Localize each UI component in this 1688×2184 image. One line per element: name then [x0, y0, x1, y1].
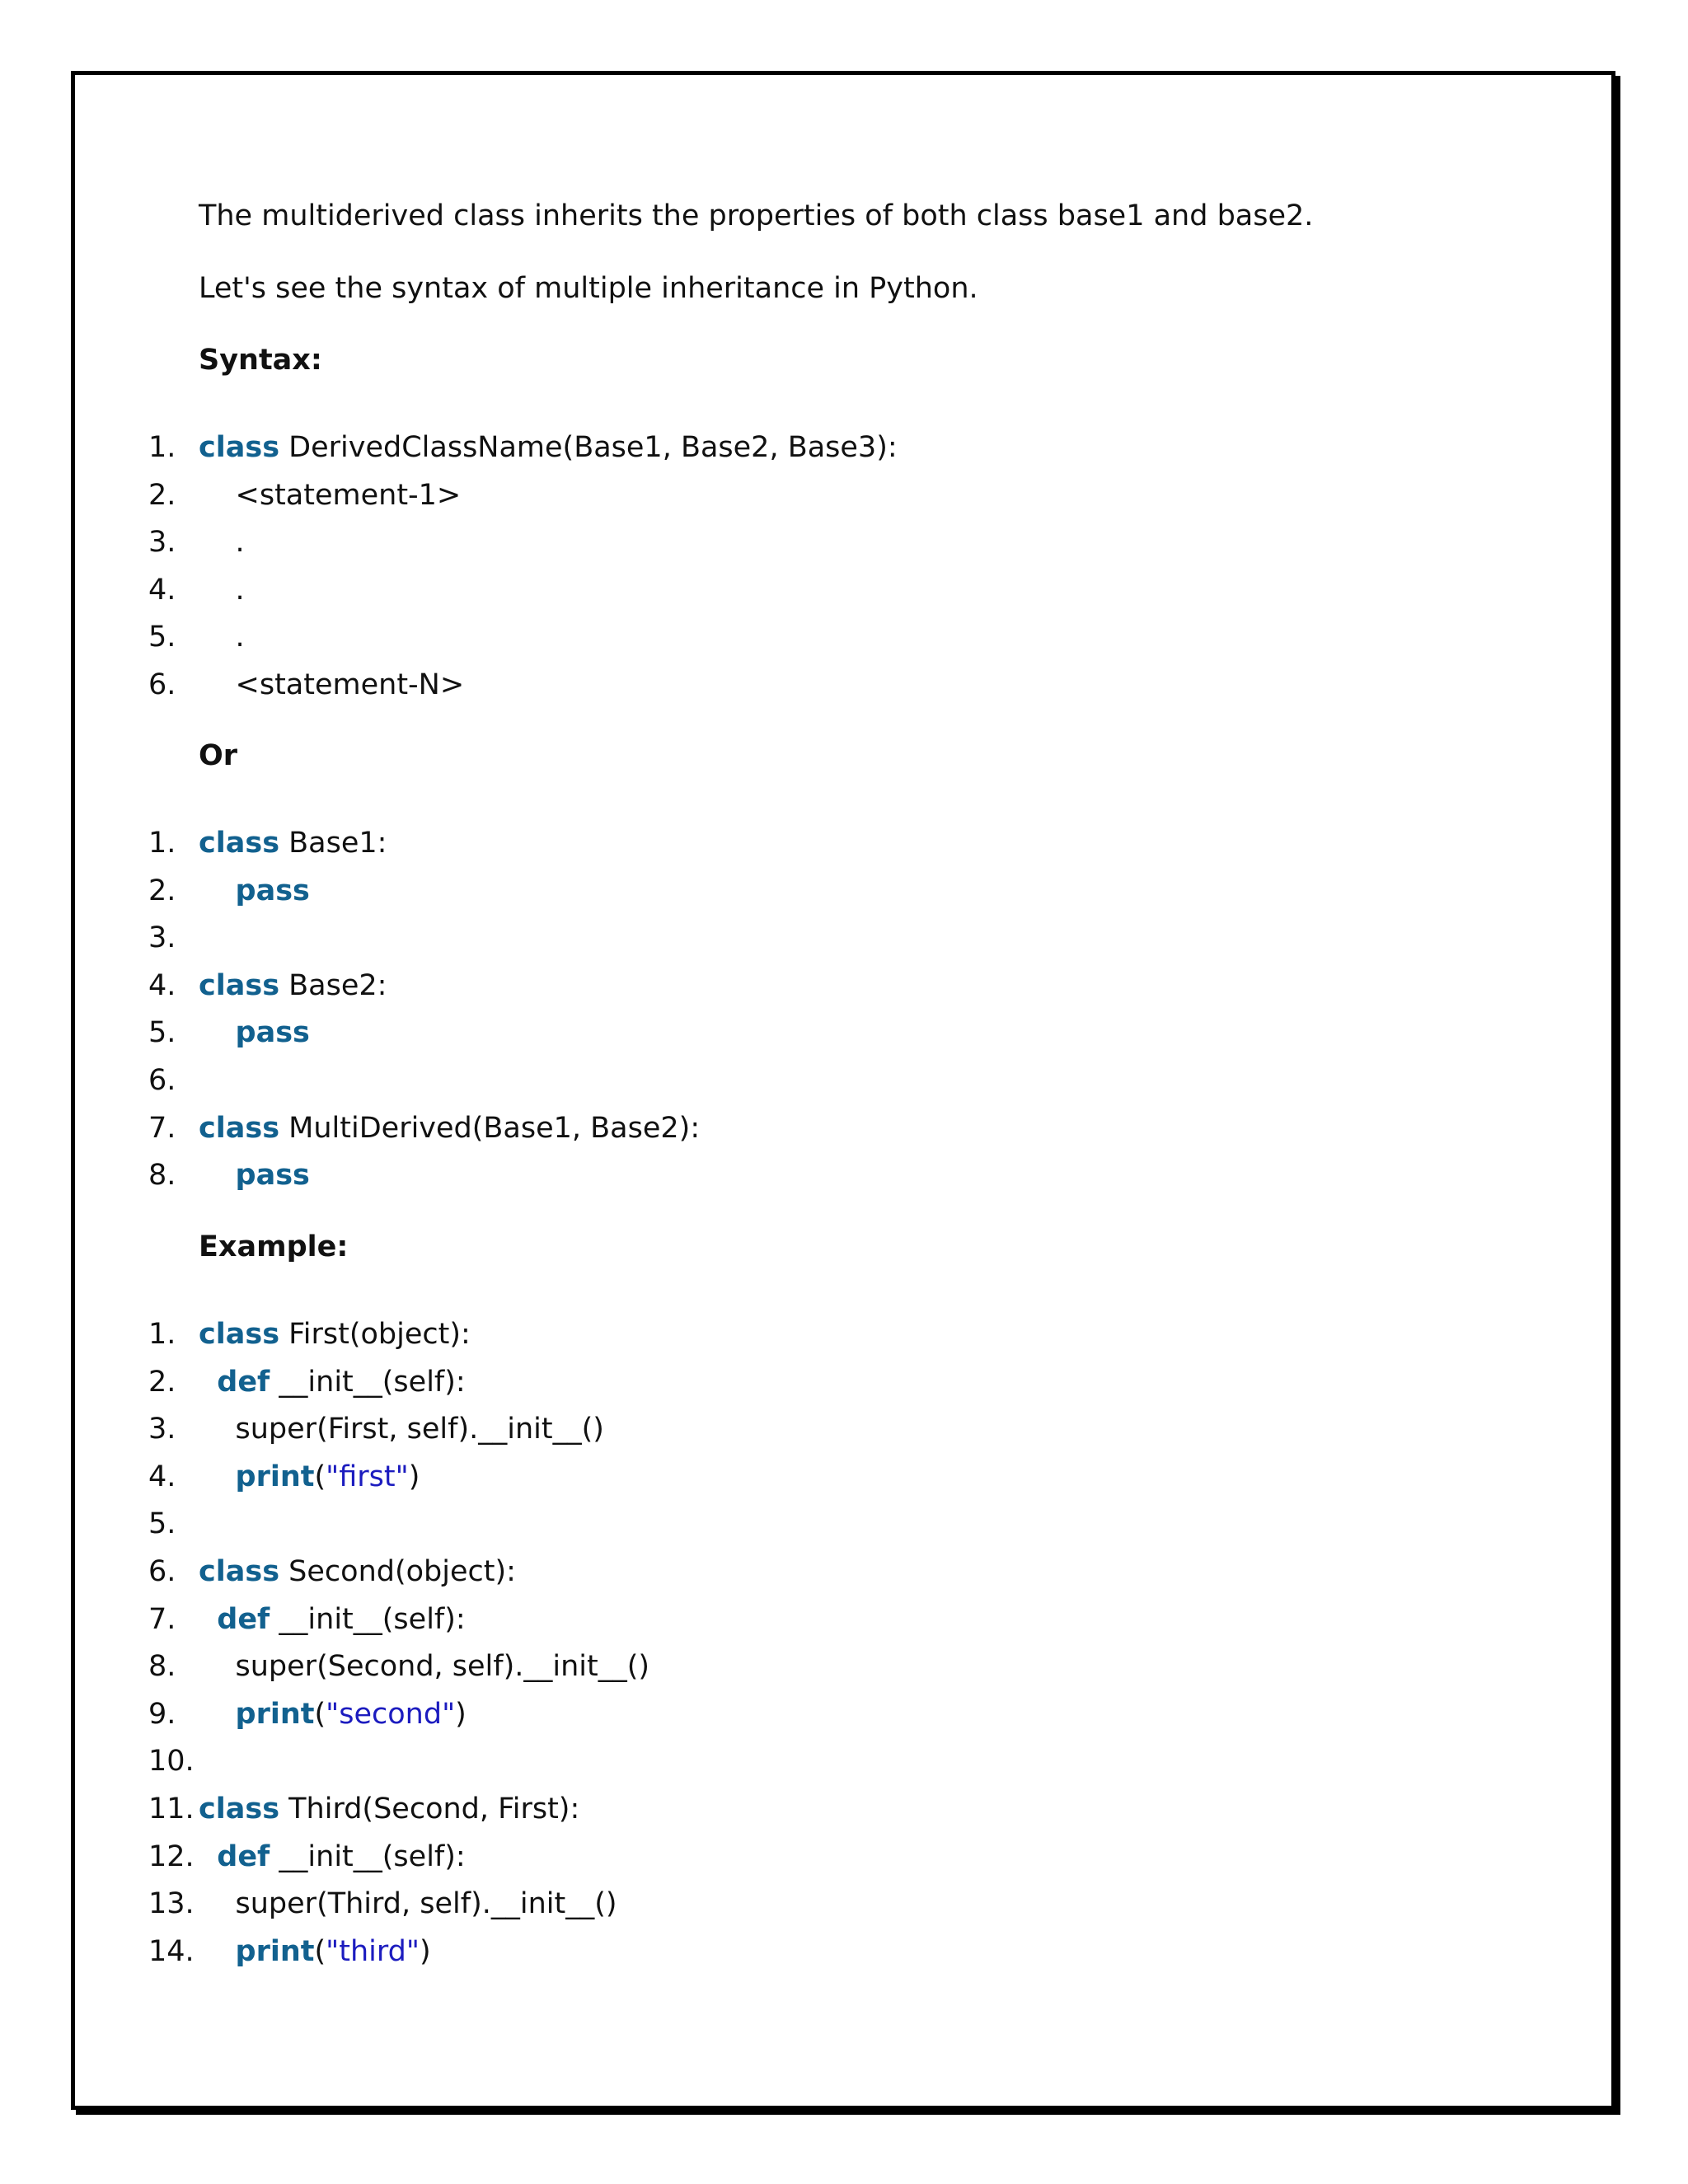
code-line	[0, 1928, 1688, 1975]
code-line	[0, 1500, 1688, 1548]
line-number: 5.	[148, 1507, 176, 1541]
line-number: 7.	[148, 1602, 176, 1636]
code-line	[0, 1548, 1688, 1596]
line-number: 14.	[148, 1934, 195, 1968]
string-literal: "first"	[326, 1460, 409, 1493]
code-text: class First(object):	[199, 1318, 471, 1351]
code-text: print("first")	[235, 1460, 420, 1493]
line-number: 11.	[148, 1793, 195, 1825]
or-heading: Or	[199, 739, 238, 772]
code-line	[0, 1057, 1688, 1104]
keyword: pass	[235, 1016, 310, 1050]
keyword: pass	[235, 1159, 310, 1193]
keyword: def	[217, 1365, 270, 1399]
keyword: class	[199, 1318, 280, 1351]
code-line	[0, 566, 1688, 614]
line-number: 9.	[148, 1697, 176, 1731]
line-number: 6.	[148, 668, 176, 701]
code-line	[0, 1643, 1688, 1690]
keyword: class	[199, 827, 280, 860]
code-line	[0, 1310, 1688, 1358]
line-number: 2.	[148, 478, 176, 512]
keyword: class	[199, 1793, 280, 1825]
code-text: super(First, self).__init__()	[235, 1413, 604, 1446]
code-text: .	[235, 526, 245, 560]
line-number: 4.	[148, 1460, 176, 1493]
code-line	[0, 518, 1688, 566]
line-number: 4.	[148, 968, 176, 1002]
keyword: class	[199, 1111, 280, 1145]
code-text: super(Second, self).__init__()	[235, 1650, 650, 1684]
code-text: class Base1:	[199, 827, 387, 860]
intro-line-1: The multiderived class inherits the properties of both class base1 and base2.	[199, 199, 1314, 232]
line-number: 3.	[148, 526, 176, 560]
code-line	[0, 1009, 1688, 1057]
code-line	[0, 1785, 1688, 1833]
code-text: class DerivedClassName(Base1, Base2, Base3):	[199, 431, 898, 464]
line-number: 10.	[148, 1745, 195, 1779]
line-number: 6.	[148, 1555, 176, 1588]
line-number: 1.	[148, 431, 176, 464]
line-number: 1.	[148, 1318, 176, 1351]
code-text: class Third(Second, First):	[199, 1793, 580, 1825]
keyword: print	[235, 1934, 315, 1968]
line-number: 7.	[148, 1111, 176, 1145]
keyword: class	[199, 431, 280, 464]
code-text	[199, 1009, 310, 1057]
code-text: print("second")	[235, 1697, 467, 1731]
string-literal: "second"	[326, 1697, 456, 1731]
line-number: 6.	[148, 1064, 176, 1097]
code-text: def __init__(self):	[217, 1840, 466, 1873]
code-text: class MultiDerived(Base1, Base2):	[199, 1111, 701, 1145]
code-text: print("third")	[235, 1934, 431, 1968]
string-literal: "third"	[326, 1934, 420, 1968]
code-line	[0, 1596, 1688, 1643]
syntax-heading: Syntax:	[199, 344, 322, 377]
line-number: 3.	[148, 921, 176, 955]
line-number: 3.	[148, 1413, 176, 1446]
code-text: super(Third, self).__init__()	[235, 1887, 617, 1921]
code-line	[0, 1690, 1688, 1738]
code-line	[0, 867, 1688, 915]
code-line	[0, 962, 1688, 1010]
code-line	[0, 661, 1688, 709]
line-number: 5.	[148, 621, 176, 654]
code-text: class Base2:	[199, 968, 387, 1002]
line-number: 13.	[148, 1887, 195, 1921]
code-line	[0, 1880, 1688, 1928]
code-text	[199, 867, 310, 915]
keyword: class	[199, 1555, 280, 1588]
code-line	[0, 1104, 1688, 1152]
code-line	[0, 471, 1688, 519]
code-line	[0, 1833, 1688, 1881]
line-number: 8.	[148, 1650, 176, 1684]
example-heading: Example:	[199, 1230, 349, 1263]
code-line	[0, 1358, 1688, 1406]
code-line	[0, 1453, 1688, 1501]
keyword: print	[235, 1460, 315, 1493]
code-text: .	[235, 621, 245, 654]
keyword: def	[217, 1840, 270, 1873]
keyword: class	[199, 968, 280, 1002]
line-number: 5.	[148, 1016, 176, 1050]
code-line	[0, 424, 1688, 471]
line-number: 1.	[148, 827, 176, 860]
code-text: .	[235, 573, 245, 607]
intro-line-2: Let's see the syntax of multiple inheritance in Python.	[199, 272, 978, 305]
code-text: <statement-N>	[235, 668, 465, 701]
code-line	[0, 1737, 1688, 1785]
line-number: 8.	[148, 1159, 176, 1193]
code-text: <statement-1>	[235, 478, 462, 512]
code-line	[0, 1151, 1688, 1199]
code-line	[0, 1405, 1688, 1453]
code-line	[0, 819, 1688, 867]
code-text: class Second(object):	[199, 1555, 516, 1588]
line-number: 12.	[148, 1840, 195, 1873]
line-number: 4.	[148, 573, 176, 607]
keyword: pass	[235, 874, 310, 907]
code-line	[0, 613, 1688, 661]
code-text: def __init__(self):	[217, 1365, 466, 1399]
line-number: 2.	[148, 874, 176, 907]
code-line	[0, 914, 1688, 962]
keyword: print	[235, 1697, 315, 1731]
code-text: def __init__(self):	[217, 1602, 466, 1636]
code-text	[199, 1151, 310, 1199]
line-number: 2.	[148, 1365, 176, 1399]
keyword: def	[217, 1602, 270, 1636]
